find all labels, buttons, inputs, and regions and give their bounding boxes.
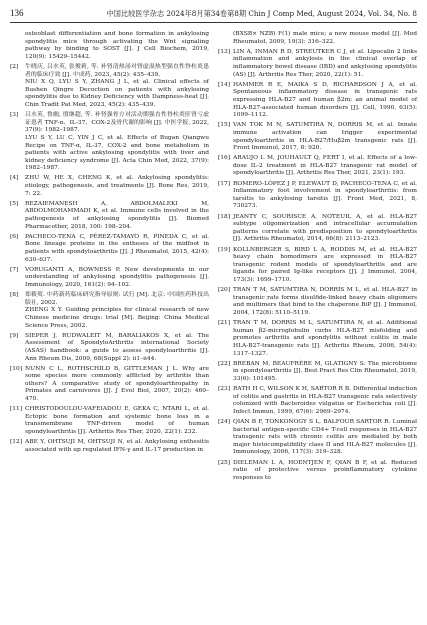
reference-text	[233, 155, 417, 178]
reference-entry	[10, 112, 209, 173]
reference-text	[233, 419, 417, 457]
reference-entry	[10, 175, 209, 198]
reference-line: SIEPER J, RUDWALEIT M, BARALIAKOS X, et al. The Assessment of SpondyloArthritis international Society (ASAS) handbook: a guide to assess spondyloarthritis [J]. Ann Rheum Dis, 2009, 68(Suppl 2): ii1–ii44.	[25, 332, 209, 362]
reference-text	[25, 201, 209, 231]
reference-text	[233, 361, 417, 384]
reference-entry	[218, 122, 417, 152]
reference-columns	[10, 31, 417, 485]
reference-entry	[218, 361, 417, 384]
reference-entry	[10, 267, 209, 290]
reference-text	[25, 333, 209, 363]
reference-number: [13]	[218, 48, 231, 55]
reference-text	[233, 214, 417, 244]
reference-number: [22]	[218, 360, 231, 367]
left-reference-column	[10, 31, 209, 485]
reference-entry	[218, 49, 417, 79]
reference-line: BREBAN M, BEAUFRÈRE M, GLATIGNY S. The microbiome in spondyloarthritis [J]. Best Pract Res Clin Rheumatol, 2019, 33(6): 101495.	[233, 360, 417, 382]
reference-text	[233, 82, 417, 120]
reference-text	[25, 234, 209, 264]
running-header	[10, 6, 417, 23]
reference-entry	[218, 82, 417, 120]
reference-line: DIELEMAN L A, HOENTJEN F, QIAN B F, et al. Reduced ratio of protective versus proinflammatory cytokine responses to	[233, 459, 417, 481]
reference-text	[233, 386, 417, 416]
reference-number: [23]	[218, 386, 231, 393]
reference-line: ZHU W, HE X, CHENG K, et al. Ankylosing spondylitis: etiology, pathogenesis, and treatments [J]. Bone Res, 2019, 7: 22.	[25, 175, 209, 197]
reference-text	[25, 112, 209, 173]
reference-entry	[218, 460, 417, 483]
reference-continuation	[10, 31, 209, 61]
reference-number: [10]	[10, 365, 23, 372]
reference-text	[25, 31, 209, 61]
reference-line: CHRISTODOULOU-VAFEIADOU E, GEKA C, NTARI L, et al. Ectopic bone formation and systemic bone loss in a transmembrane TNF-driven model of human spondyloarthritis [J]. Arthritis Res Ther, 2020, 22(1): 232.	[25, 406, 209, 436]
reference-number: [20]	[218, 287, 231, 294]
reference-line: ROMERO-LÓPEZ J P, ELEWAUT D, PACHECO-TENA C, et al. Inflammatory foot involvement in spondyloarthritis: from tarsitis to ankylosing tarsitis [J]. Front Med, 2021, 8, 730273.	[233, 180, 417, 210]
reference-text	[25, 292, 209, 330]
reference-line: (BXSB× NZB) F(1) male mice; a new mouse model [J]. Mod Rheumatol, 2009, 19(3): 316–322.	[233, 31, 417, 45]
reference-number: [12]	[10, 439, 23, 446]
reference-number: [19]	[218, 246, 231, 253]
reference-number: [11]	[10, 406, 23, 413]
reference-line: NUNN C L, ROTHSCHILD B, GITTLEMAN J L. Why are some species more commonly afflicted by arthritis than others? A comparative study of spondyloarthropathy in Primates and carnivores [J]. J Evol Biol, 2007, 20(2): 460–470.	[25, 365, 209, 403]
reference-entry	[218, 287, 417, 317]
reference-number: [25]	[218, 459, 231, 466]
reference-entry	[10, 64, 209, 110]
reference-text	[233, 31, 417, 46]
reference-entry	[10, 292, 209, 330]
reference-number: [4]	[10, 175, 19, 182]
reference-entry	[218, 181, 417, 211]
reference-number: [15]	[218, 122, 231, 129]
reference-line: PACHECO-TENA C, PÉREZ-TAMAYO R, PINEDA C, et al. Bone lineage proteins in the entheses of the midfoot in patients with spondyloarthritis [J]. J Rheumatol, 2015, 42(4): 630–637.	[25, 233, 209, 263]
reference-text	[233, 181, 417, 211]
reference-line: ZHENG X Y. Guiding principles for clinical research of new Chinese medicine drugs: trial [M]. Beijing: China Medical Science Press, 2002.	[25, 307, 209, 329]
reference-text	[233, 122, 417, 152]
reference-entry	[218, 214, 417, 244]
reference-line: JEANTY C, SOURISCE A, NOTEUIL A, et al. HLA-B27 subtype oligomerization and intracellular accumulation patterns correlate with predisposition to spondyloarthritis [J]. Arthritis Rheumatol, 2014, 66(8): 2113–2123.	[233, 213, 417, 243]
reference-number: [9]	[10, 332, 19, 339]
reference-entry	[10, 366, 209, 404]
reference-line: LIN A, INMAN R D, STREUTKER C J, et al. Lipocalin 2 links inflammation and ankylosis in the clinical overlap of inflammatory bowel disease (IBD) and ankylosing spondylitis (AS) [J]. Arthritis Res Ther, 2020, 22(1): 51.	[233, 48, 417, 78]
reference-entry	[218, 419, 417, 457]
reference-entry	[218, 247, 417, 285]
reference-continuation	[218, 31, 417, 46]
reference-text	[25, 366, 209, 404]
reference-entry	[10, 234, 209, 264]
reference-text	[233, 460, 417, 483]
reference-number: [6]	[10, 233, 19, 240]
reference-line: KOLLNBERGER S, BIRD L A, RODDIS M, et al. HLA-B27 heavy chain homodimers are expressed in HLA-B27 transgenic rodent models of spondyloarthritis and are ligands for paired Ig-like receptors [J]. J Immunol, 2004, 173(3): 1699–1710.	[233, 246, 417, 283]
reference-entry	[218, 320, 417, 358]
reference-entry	[10, 201, 209, 231]
reference-line: ARAUJO L M, JOUHAULT Q, FERT I, et al. Effects of a low-dose IL-2 treatment in HLA-B27 transgenic rat model of spondyloarthritis [J]. Arthritis Res Ther, 2021, 23(1): 193.	[233, 155, 417, 177]
reference-line: RATH H C, WILSON K H, SARTOR R B. Differential induction of colitis and gastritis in HLA-B27 transgenic rats selectively colonized with Bacteroides vulgatus or Escherichia coli [J]. Infect Immun, 1999, 67(6): 2969–2974.	[233, 386, 417, 415]
reference-number: [2]	[10, 63, 19, 70]
reference-number: [21]	[218, 320, 231, 327]
reference-line: VAN TOK M N, SATUMTIRA N, DORRIS M, et al. Innate immune activation can trigger experimental spondyloarthritis in HLA-B27/Huβ2m transgenic rats [J]. Front Immunol, 2017, 8: 920.	[233, 122, 417, 152]
reference-number: [5]	[10, 200, 19, 207]
journal-citation: 中国比较医学杂志 2024年8月第34卷第8期 Chin J Comp Med, August 2024, Vol. 34, No. 8	[106, 9, 417, 18]
reference-text	[25, 64, 209, 110]
reference-line: HAMMER R E, MAIKA S D, RICHARDSON J A, et al. Spontaneous inflammatory disease in transgenic rats expressing HLA-B27 and human β2m; an animal model of HLA-B27-associated human disorders [J]. Cell, 1990, 63(5): 1099–1112.	[233, 81, 417, 119]
reference-number	[218, 31, 233, 46]
reference-line: QIAN B F, TONKONOGY S L, BALFOUR SARTOR R. Luminal bacterial antigen-specific CD4+ T-cell responses in HLA-B27 transgenic rats with chronic colitis are mediated by both major histocompatibility class II and HLA-B27 molecules [J]. Immunology, 2006, 117(3): 319–328.	[233, 419, 417, 456]
reference-text	[25, 406, 209, 436]
reference-line: NIU X Q, LYU S Y, ZHANG J L, et al. Clinical effects of Bushen Qingre Decoction on patients with ankylosing spondylitis due to Kidney Deficiency with Dampness-heat [J]. Chin Tradit Pat Med, 2023, 45(2): 435–439.	[25, 79, 209, 108]
reference-line: VORUGANTI A, BOWNESS P. New developments in our understanding of ankylosing spondylitis pathogenesis [J]. Immunology, 2020, 161(2): 94–102.	[25, 266, 209, 288]
reference-number: [8]	[10, 292, 19, 299]
reference-number: [24]	[218, 419, 231, 426]
reference-number	[10, 31, 25, 61]
reference-line: ABE Y, OHTSUJI M, OHTSUJI N, et al. Ankylosing enthesitis associated with up regulated IFN-γ and IL-17 production in	[25, 439, 209, 453]
right-reference-column	[218, 31, 417, 485]
reference-entry	[218, 155, 417, 178]
reference-number: [16]	[218, 155, 231, 162]
reference-line: 郑筱萸. 中药新药临床研究指导原则: 试行 [M]. 北京: 中国医药科技出版社, 2002.	[25, 292, 209, 306]
reference-line: REZAIEMANESH A, ABDOLMALEKI M, ABDOLMOHAMMADI K, et al. Immune cells involved in the pathogenesis of ankylosing spondylitis [J]. Biomed Pharmacother, 2018, 100: 198–204.	[25, 200, 209, 230]
reference-entry	[10, 333, 209, 363]
reference-line: 牛晓庆, 吕水英, 张俊莉, 等. 补肾清热汤对肾虚湿热型强直性脊柱炎患者的临床疗效 [J]. 中成药, 2023, 45(2): 435–439.	[25, 63, 209, 78]
reference-number: [14]	[218, 81, 231, 88]
reference-text	[233, 247, 417, 285]
page-number: 136	[10, 8, 24, 18]
reference-line: osteoblast differentiation and bone formation in ankylosing spondylitis mice through activating the Wnt signaling pathway by binding to SOST [J]. J Cell Biochem, 2019, 120(9): 15429–15442.	[25, 31, 209, 60]
reference-number: [18]	[218, 213, 231, 220]
reference-line: 吕水英, 鲁幽, 殷继超, 等. 补肾强骨方对活动期强直性脊柱炎肝肾亏虚证患者 TNF-α、IL-37、COX-2及骨代谢的影响 [J]. 中医学报, 2022, 37(9): 1982–1987.	[25, 112, 209, 134]
reference-line: LYU S Y, LU C, YIN J C, et al. Effects of Bugan Qiangwu Recipe on TNF-α, IL-37, COX-2 and bone metabolism in patients with active ankylosing spondylitis with liver and kidney deficiency syndrome [J]. Acta Chin Med, 2022, 37(9): 1982–1987.	[25, 134, 209, 172]
reference-text	[25, 175, 209, 198]
reference-number: [3]	[10, 112, 19, 119]
reference-number: [7]	[10, 266, 19, 273]
reference-number: [17]	[218, 180, 231, 187]
reference-entry	[10, 406, 209, 436]
reference-entry	[10, 439, 209, 454]
reference-text	[25, 267, 209, 290]
reference-text	[233, 320, 417, 358]
reference-text	[233, 287, 417, 317]
reference-entry	[218, 386, 417, 416]
reference-text	[233, 49, 417, 79]
reference-line: TRAN T M, SATUMTIRA N, DORRIS M L, et al. HLA-B27 in transgenic rats forms disulfide-linked heavy chain oligomers and multimers that bind to the chaperone BiP [J]. J Immunol, 2004, 172(8): 5110–5119.	[233, 287, 417, 316]
reference-text	[25, 439, 209, 454]
reference-line: TRAN T M, DORRIS M L, SATUMTIRA N, et al. Additional human β2-microglobulin curbs HLA-B27 misfolding and promotes arthritis and spondylitis without colitis in male HLA-B27-transgenic rats [J]. Arthritis Rheum, 2006, 54(4): 1317–1327.	[233, 320, 417, 357]
